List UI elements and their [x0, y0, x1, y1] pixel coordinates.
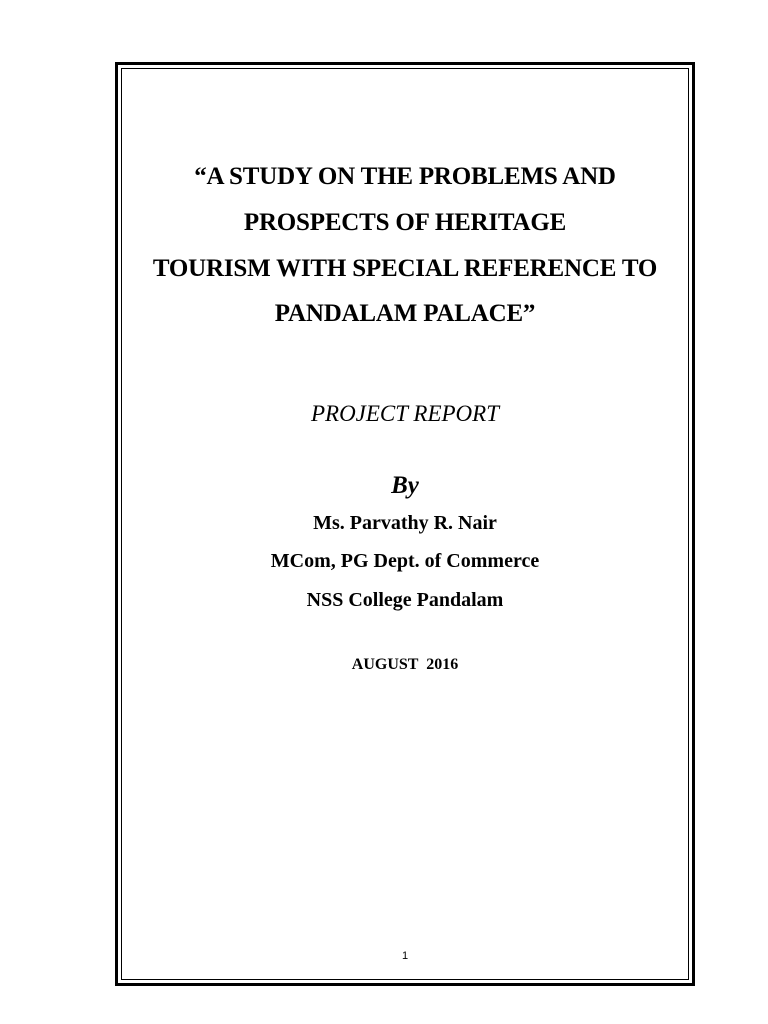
page-number: 1 [401, 950, 409, 962]
title-line-4: PANDALAM PALACE” [274, 300, 536, 327]
author-department: MCom, PG Dept. of Commerce [270, 550, 540, 572]
report-date: AUGUST 2016 [351, 656, 459, 673]
author-college: NSS College Pandalam [306, 589, 504, 611]
title-line-2: PROSPECTS OF HERITAGE [243, 209, 567, 236]
by-label: By [391, 472, 419, 499]
title-line-3: TOURISM WITH SPECIAL REFERENCE TO [152, 255, 658, 282]
title-line-1: “A STUDY ON THE PROBLEMS AND [194, 163, 616, 190]
report-type: PROJECT REPORT [310, 401, 500, 426]
author-name: Ms. Parvathy R. Nair [313, 512, 497, 534]
